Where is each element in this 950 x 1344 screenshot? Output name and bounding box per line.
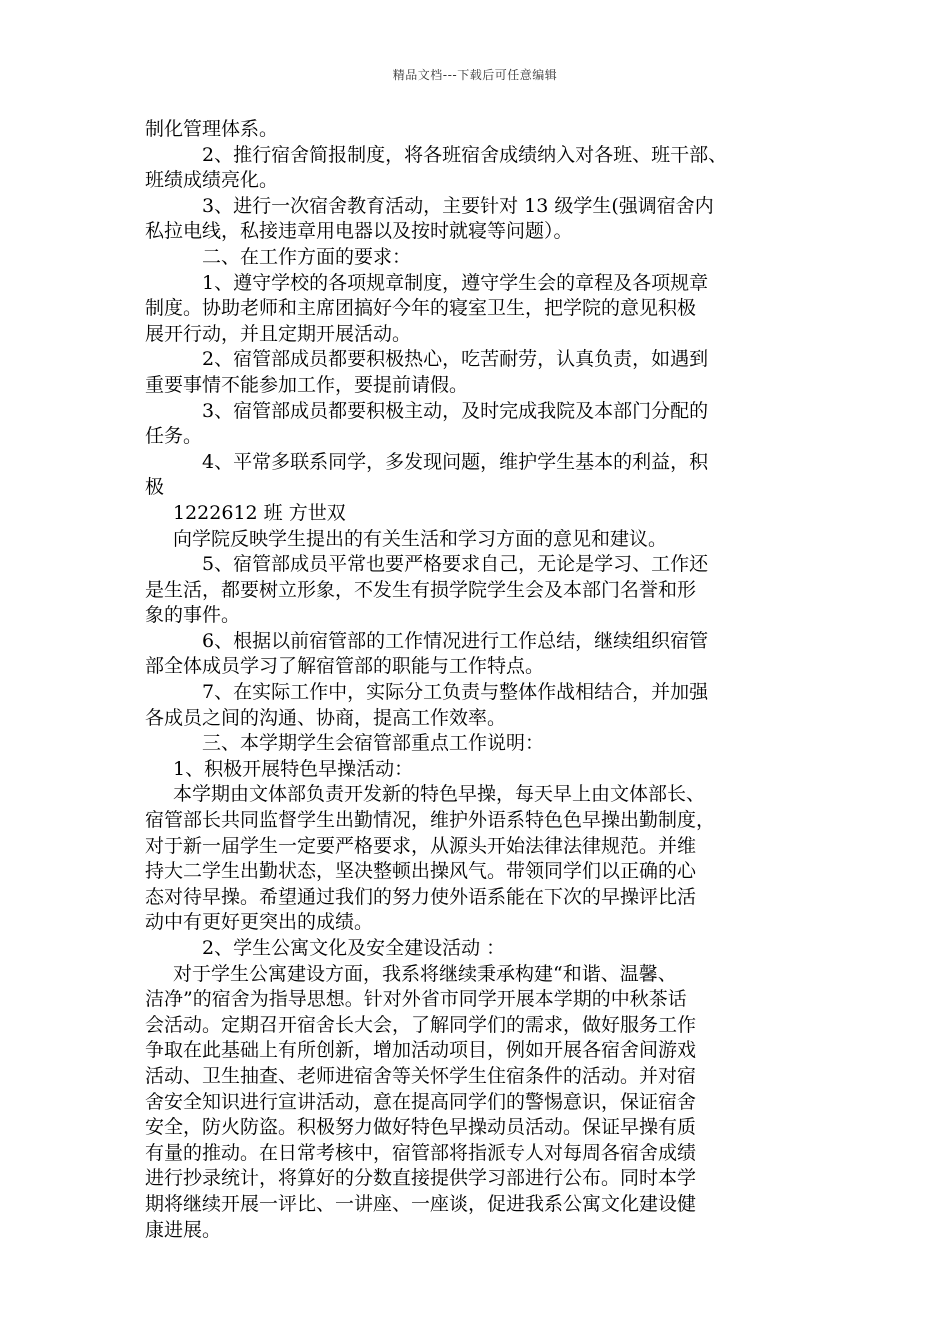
text-line: 制度。协助老师和主席团搞好今年的寝室卫生，把学院的意见积极 [145,297,697,320]
text-line: 康进展。 [145,1218,222,1241]
text-line: 安全，防火防盗。积极努力做好特色早操动员活动。保证早操有质 [145,1116,697,1139]
text-line: 持大二学生出勤状态，坚决整顿出操风气。带领同学们以正确的心 [145,860,697,883]
text-line: 舍安全知识进行宣讲活动，意在提高同学们的警惕意识，保证宿舍 [145,1090,697,1113]
text-line: 象的事件。 [145,604,241,627]
text-line: 2、宿管部成员都要积极热心，吃苦耐劳，认真负责，如遇到 [202,348,709,371]
text-line: 动中有更好更突出的成绩。 [145,911,374,934]
text-line: 6、根据以前宿管部的工作情况进行工作总结，继续组织宿管 [202,629,709,652]
text-line: 三、本学期学生会宿管部重点工作说明： [202,732,545,755]
text-line: 私拉电线，私接违章用电器以及按时就寝等问题）。 [145,220,573,243]
text-line: 1、积极开展特色早操活动： [173,757,414,780]
text-line: 各成员之间的沟通、协商，提高工作效率。 [145,706,507,729]
text-line: 重要事情不能参加工作，要提前请假。 [145,373,469,396]
text-line: 会活动。定期召开宿舍长大会，了解同学们的需求，做好服务工作 [145,1013,697,1036]
text-line: 制化管理体系。 [145,118,279,140]
text-line: 宿管部长共同监督学生出勤情况，维护外语系特色色早操出勤制度， [145,809,716,832]
text-line: 二、在工作方面的要求： [202,245,412,268]
text-line: 态对待早操。希望通过我们的努力使外语系能在下次的早操评比活 [145,885,697,908]
document-body [145,117,815,1243]
text-line: 洁净”的宿舍为指导思想。针对外省市同学开展本学期的中秋茶话 [145,988,687,1011]
text-line: 本学期由文体部负责开发新的特色早操，每天早上由文体部长、 [173,783,706,806]
text-line: 是生活，都要树立形象，不发生有损学院学生会及本部门名誉和形 [145,578,697,601]
text-line: 有量的推动。在日常考核中，宿管部将指派专人对每周各宿舍成绩 [145,1141,697,1164]
text-line: 任务。 [145,425,203,448]
text-line: 3、宿管部成员都要积极主动，及时完成我院及本部门分配的 [202,399,709,422]
text-line: 2、学生公寓文化及安全建设活动 ： [202,937,506,959]
text-line: 4、平常多联系同学，多发现问题，维护学生基本的利益，积 [202,450,709,473]
text-line: 5、宿管部成员平常也要严格要求自己，无论是学习、工作还 [202,553,709,576]
text-line: 对于新一届学生一定要严格要求，从源头开始法律法律规范。并维 [145,834,697,857]
text-line: 7、在实际工作中，实际分工负责与整体作战相结合，并加强 [202,681,709,704]
text-line: 1222612 班 方世双 [173,501,346,524]
text-line: 活动、卫生抽查、老师进宿舍等关怀学生住宿条件的活动。并对宿 [145,1064,697,1087]
text-line: 对于学生公寓建设方面，我系将继续秉承构建“和谐、温馨、 [173,962,677,985]
text-line: 极 [145,476,165,499]
text-line: 展开行动，并且定期开展活动。 [145,322,412,345]
text-line: 班绩成绩亮化。 [145,169,279,192]
text-line: 争取在此基础上有所创新，增加活动项目，例如开展各宿舍间游戏 [145,1039,697,1062]
text-line: 进行抄录统计，将算好的分数直接提供学习部进行公布。同时本学 [145,1167,697,1190]
text-line: 期将继续开展一评比、一讲座、一座谈，促进我系公寓文化建设健 [145,1192,697,1215]
text-line: 3、进行一次宿舍教育活动，主要针对 13 级学生(强调宿舍内 [202,194,714,217]
text-line: 向学院反映学生提出的有关生活和学习方面的意见和建议。 [173,527,668,550]
text-line: 1、遵守学校的各项规章制度，遵守学生会的章程及各项规章 [202,271,709,294]
text-line: 2、推行宿舍简报制度，将各班宿舍成绩纳入对各班、班干部、 [202,143,728,166]
text-line: 部全体成员学习了解宿管部的职能与工作特点。 [145,655,545,678]
page-header: 精品文档---下载后可任意编辑 [392,68,558,82]
